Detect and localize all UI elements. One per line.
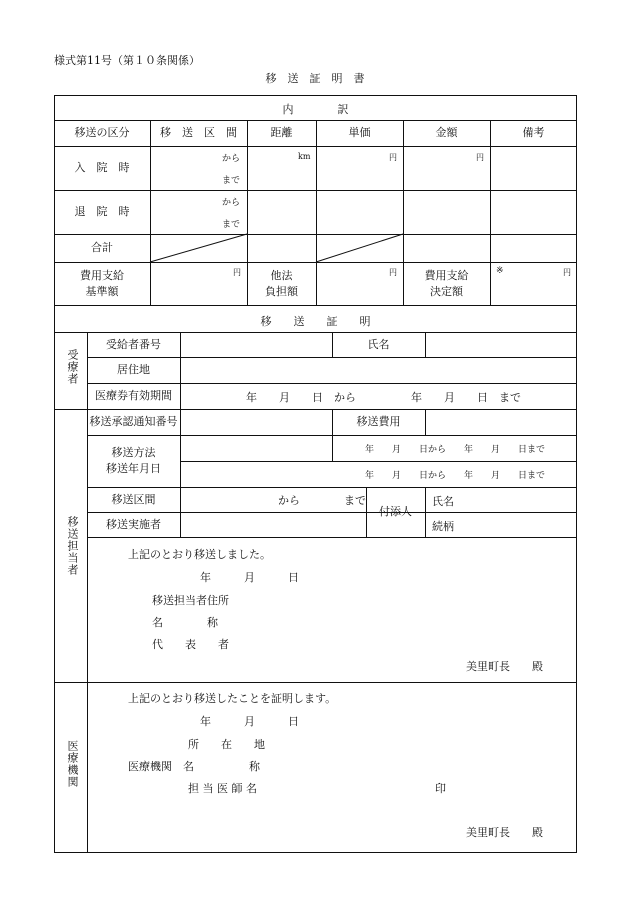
unit-yen: 円 bbox=[476, 153, 484, 162]
breakdown-title: 内 訳 bbox=[282, 103, 349, 116]
col-header: 距離 bbox=[270, 126, 293, 140]
unit-from: から bbox=[222, 198, 241, 208]
section-label: 移送区間 bbox=[111, 492, 156, 506]
col-header: 備考 bbox=[522, 126, 545, 140]
diagonal-strike bbox=[316, 234, 403, 262]
col-header: 移 送 区 間 bbox=[160, 126, 237, 140]
ticket-valid-label: 医療券有効期間 bbox=[95, 389, 172, 403]
date-range-2: 年 月 日から 年 月 日まで bbox=[365, 471, 546, 481]
form-number: 様式第11号（第１０条関係） bbox=[54, 54, 200, 67]
col-header: 単価 bbox=[348, 126, 371, 140]
method-date-label: 移送方法 移送年月日 bbox=[106, 446, 161, 475]
rule bbox=[425, 487, 426, 537]
unit-yen: 円 bbox=[389, 153, 397, 162]
recipient-number-label: 受給者番号 bbox=[106, 337, 161, 351]
rule bbox=[425, 512, 577, 513]
rule bbox=[54, 682, 577, 683]
transport-addressee: 美里町長 殿 bbox=[466, 660, 543, 673]
seal-mark: 印 bbox=[435, 782, 446, 795]
medical-addressee: 美里町長 殿 bbox=[466, 826, 543, 839]
rule bbox=[316, 120, 317, 305]
rule bbox=[180, 409, 181, 537]
payment-decision-label: 費用支給 決定額 bbox=[424, 268, 469, 298]
rule bbox=[425, 332, 426, 357]
ticket-date-range: 年 月 日 から 年 月 日 まで bbox=[246, 391, 521, 404]
rule bbox=[87, 537, 577, 538]
row-admission: 入 院 時 bbox=[74, 161, 130, 175]
residence-label: 居住地 bbox=[117, 363, 150, 377]
payment-base-label: 費用支給 基準額 bbox=[80, 268, 124, 298]
operator-label: 移送実施者 bbox=[106, 517, 161, 531]
medical-location-label: 所 在 地 bbox=[188, 738, 265, 751]
rule bbox=[490, 120, 491, 305]
transport-date-line: 年 月 日 bbox=[200, 571, 299, 584]
transport-name-label: 名 称 bbox=[152, 616, 218, 629]
transport-group-label: 移送担当者 bbox=[66, 516, 79, 576]
medical-group-label: 医療機関 bbox=[66, 740, 79, 788]
medical-date-line: 年 月 日 bbox=[200, 715, 299, 728]
unit-from: から bbox=[222, 154, 241, 164]
approval-number-label: 移送承認通知番号 bbox=[89, 415, 178, 429]
unit-yen: 円 bbox=[233, 268, 241, 277]
document-title: 移 送 証 明 書 bbox=[265, 72, 365, 85]
name-label: 氏名 bbox=[367, 337, 390, 351]
unit-to: まで bbox=[222, 176, 241, 186]
certification-title: 移 送 証 明 bbox=[260, 315, 371, 328]
section-range: から まで bbox=[278, 494, 366, 507]
medical-statement: 上記のとおり移送したことを証明します。 bbox=[128, 692, 337, 705]
transport-cost-label: 移送費用 bbox=[356, 415, 401, 429]
attendant-label: 付添人 bbox=[379, 505, 412, 519]
unit-yen: 円 bbox=[563, 268, 571, 277]
date-range-1: 年 月 日から 年 月 日まで bbox=[365, 445, 546, 455]
rule bbox=[425, 409, 426, 435]
rule bbox=[54, 305, 577, 306]
col-header: 金額 bbox=[435, 126, 458, 140]
medical-institution-name-label: 医療機関 名 称 bbox=[128, 760, 260, 773]
other-law-label: 他法 負担額 bbox=[265, 268, 298, 298]
transport-address-label: 移送担当者住所 bbox=[152, 594, 229, 607]
relationship-label: 続柄 bbox=[432, 520, 454, 533]
diagonal-strike bbox=[150, 234, 247, 262]
col-header: 移送の区分 bbox=[74, 126, 130, 140]
unit-km: km bbox=[298, 152, 311, 161]
rule bbox=[150, 120, 151, 305]
row-total: 合計 bbox=[91, 241, 113, 255]
recipient-group-label: 受療者 bbox=[66, 349, 79, 385]
rule bbox=[180, 332, 181, 409]
doctor-name-label: 担 当 医 師 名 bbox=[188, 782, 257, 795]
rule bbox=[180, 461, 577, 462]
unit-to: まで bbox=[222, 220, 241, 230]
transport-statement: 上記のとおり移送しました。 bbox=[128, 548, 271, 561]
unit-yen: 円 bbox=[389, 268, 397, 277]
att-name-label: 氏名 bbox=[432, 495, 454, 508]
row-discharge: 退 院 時 bbox=[74, 205, 130, 219]
note-mark: ※ bbox=[496, 266, 504, 276]
transport-representative-label: 代 表 者 bbox=[152, 638, 229, 651]
